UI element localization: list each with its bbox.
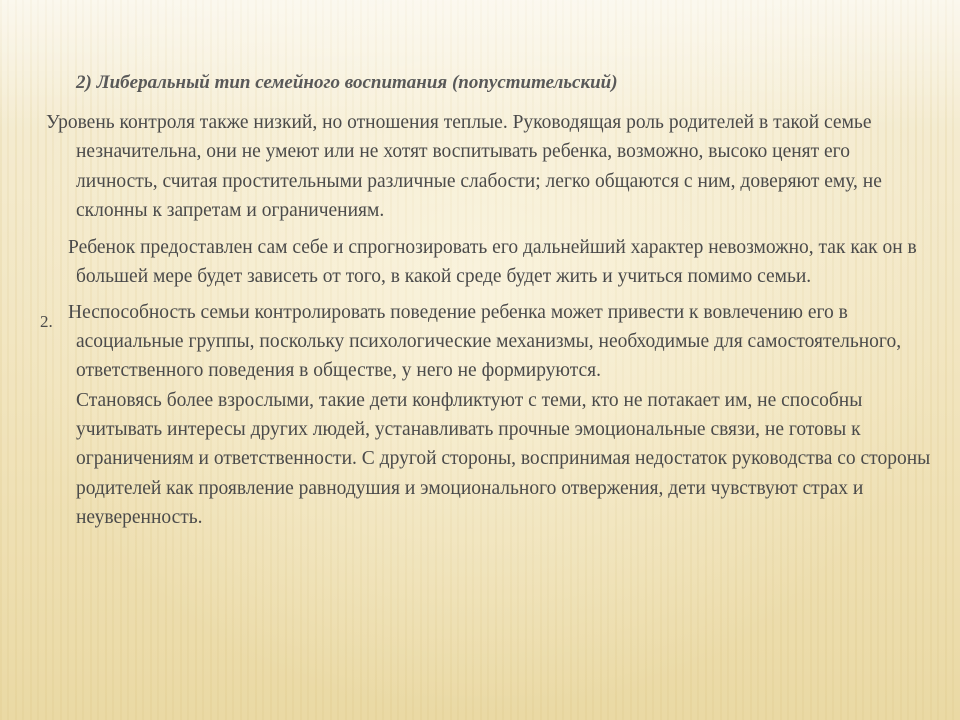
slide-title: 2) Либеральный тип семейного воспитания (попустительский) (76, 72, 618, 93)
paragraph-control-level: Уровень контроля также низкий, но отношения теплые. Руководящая роль родителей в такой семье незначительна, они не умеют или не хотят воспитывать ребенка, возможно, высоко ценят его личность, считая простительными различные слабости; легко общаются с ним, доверяют ему, не склонны к запретам и ограничениям. (46, 112, 882, 221)
paragraph-asocial-risk: Неспособность семьи контролировать поведение ребенка может привести к вовлечению его в асоциальные группы, поскольку психологические механизмы, необходимые для самостоятельного, ответственного поведения в обществе, у него не формируются. (68, 301, 902, 382)
paragraph-adult-consequences: Становясь более взрослыми, такие дети конфликтуют с теми, кто не потакает им, не способны учитывать интересы других людей, устанавливать прочные эмоциональные связи, не готовы к ограничениям и ответственности. С другой стороны, воспринимая недостаток руководства со стороны родителей как проявление равнодушия и эмоционального отвержения, дети чувствуют страх и неуверенность. (76, 389, 931, 528)
slide-body (46, 108, 936, 532)
list-number: 2. (40, 312, 53, 331)
paragraph-child-alone: Ребенок предоставлен сам себе и спрогнозировать его дальнейший характер невозможно, так как он в большей мере будет зависеть от того, в какой среде будет жить и учиться помимо семьи. (68, 237, 917, 288)
